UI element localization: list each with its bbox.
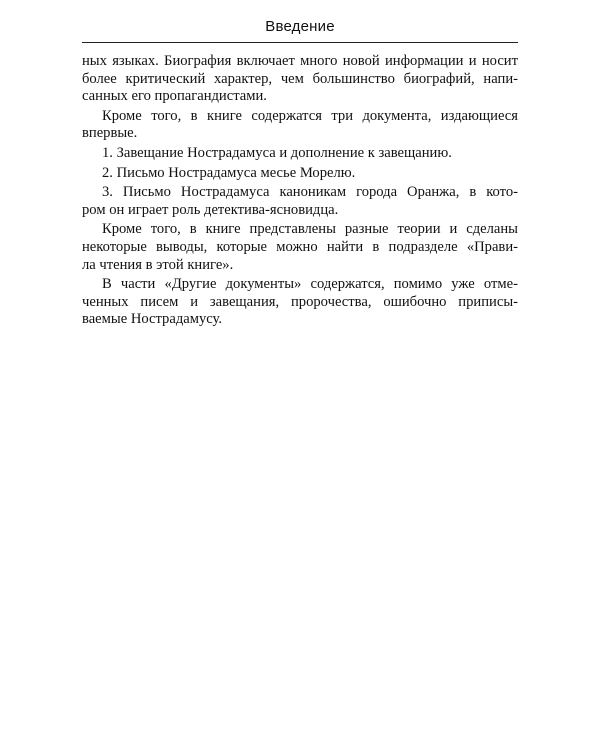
text-line: 3. Письмо Нострадамуса каноникам города Оранжа, в кото- [102,184,518,201]
list-item [82,184,518,219]
text-line: 1. Завещание Нострадамуса и дополнение к завещанию. [102,144,452,161]
text-line: ла чтения в этой книге». [82,256,234,273]
list-item [82,145,518,163]
text-line: санных его пропагандистами. [82,88,267,105]
body-text [82,53,518,329]
list-item [82,165,518,183]
text-line: некоторые выводы, которые можно найти в подразделе «Прави- [82,238,518,255]
header-rule [82,42,518,43]
paragraph [82,221,518,274]
text-line: 2. Письмо Нострадамуса месье Морелю. [102,164,356,181]
running-head: Введение [265,18,335,35]
text-line: ных языках. Биография включает много новой информации и носит [82,53,518,69]
text-line: ваемые Нострадамусу. [82,311,223,328]
paragraph [82,276,518,329]
text-line: Кроме того, в книге содержатся три документа, издающиеся [102,107,518,124]
text-line: ром он играет роль детектива-ясновидца. [82,201,339,218]
text-line: В части «Другие документы» содержатся, помимо уже отме- [102,276,518,293]
text-line: Кроме того, в книге представлены разные теории и сделаны [102,221,518,238]
paragraph [82,108,518,143]
text-line: ченных писем и завещания, пророчества, ошибочно приписы- [82,293,518,310]
paragraph [82,53,518,106]
text-line: впервые. [82,125,138,142]
text-line: более критический характер, чем большинство биографий, напи- [82,70,518,87]
